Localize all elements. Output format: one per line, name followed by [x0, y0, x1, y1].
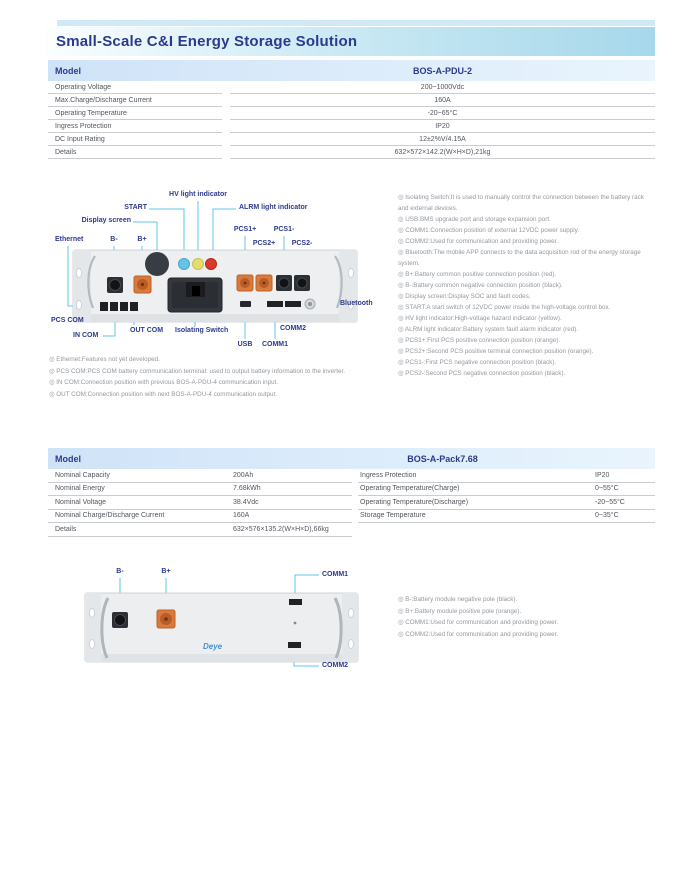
hv-light — [193, 259, 204, 270]
ear-hole — [76, 269, 81, 278]
pcs1-minus-terminal — [276, 275, 292, 291]
comm2-port — [288, 642, 301, 648]
ethernet-label: Ethernet — [55, 236, 84, 243]
row-value: 160A — [233, 512, 250, 520]
pcs1-plus-label: PCS1+ — [233, 226, 257, 233]
note-item: ◎ PCS1+:First PCS positive connection position (orange). — [398, 337, 561, 344]
row-value: -20~55°C — [595, 498, 625, 506]
table-row — [48, 483, 352, 497]
ear-hole — [348, 640, 353, 649]
row-value: 200~1000Vdc — [230, 81, 655, 94]
start-button — [179, 259, 190, 270]
model-name: BOS-A-Pack7.68 — [407, 453, 478, 464]
page-title-banner — [45, 27, 655, 56]
ear-hole — [89, 640, 94, 649]
row-value: IP20 — [230, 120, 655, 133]
row-value: 0~55°C — [595, 485, 619, 493]
note-item: ◎ HV light indicator:High-voltage hazard indicator (yellow). — [398, 315, 562, 322]
pcs2-minus-label: PCS2- — [291, 240, 313, 247]
note-item: ◎ OUT COM:Connection position with next BOS-A-PDU-4 communication output. — [49, 390, 277, 398]
out-com-port — [130, 302, 138, 311]
row-value: 160A — [230, 94, 655, 107]
b-plus-terminal — [134, 276, 151, 293]
row-value: 0~35°C — [595, 512, 619, 520]
note-item: ◎ B-:Battery module negative pole (black). — [398, 596, 518, 603]
table-row — [358, 510, 655, 524]
pack-table-body — [48, 469, 655, 537]
table-row — [48, 81, 655, 94]
ear-hole — [76, 301, 81, 310]
note-item: ◎ PCS2-:Second PCS negative connection position (black). — [398, 370, 566, 377]
bluetooth-button — [305, 299, 315, 309]
b-minus-label: B- — [116, 568, 124, 575]
table-row — [48, 146, 655, 159]
pcs2-plus-terminal — [256, 275, 272, 291]
out-com-label: OUT COM — [130, 327, 164, 334]
table-row — [48, 94, 655, 107]
comm2-port — [285, 301, 301, 307]
note-item: ◎ Bluetooth:The mobile APP connects to the data acquisition rod of the energy storage system. — [398, 249, 641, 267]
model-column-header: Model — [55, 65, 81, 76]
note-item: ◎ PCS COM:PCS COM battery communication terminal: used to output battery information to the inverter. — [49, 367, 345, 375]
note-item: ◎ START:A start switch of 12VDC power inside the high-voltage control box. — [398, 304, 611, 311]
deye-logo: Deye — [203, 642, 223, 651]
pdu-notes-left — [49, 354, 653, 400]
row-value: 38.4Vdc — [233, 498, 259, 506]
title-accent-strip — [57, 20, 655, 26]
pcs-com-port — [110, 302, 118, 311]
b-minus-terminal — [107, 277, 123, 293]
comm2-label: COMM2 — [279, 325, 307, 332]
isolating-switch-label: Isolating Switch — [175, 327, 229, 334]
row-label: Operating Voltage — [48, 81, 222, 94]
ear-hole — [89, 609, 94, 618]
row-label: Storage Temperature — [360, 512, 426, 520]
row-label: Details — [55, 525, 77, 533]
table-row — [358, 496, 655, 510]
row-value: 200Ah — [233, 471, 254, 479]
isolating-switch — [168, 278, 222, 312]
row-label: Ingress Protection — [48, 120, 222, 133]
row-label: Operating Temperature(Charge) — [360, 485, 460, 493]
row-value: 632×572×142.2(W×H×D),21kg — [230, 146, 655, 159]
pack-diagram — [48, 558, 655, 683]
note-item: ◎ B+:Battery module positive pole (orange). — [398, 607, 522, 615]
model-column-header: Model — [55, 453, 81, 464]
pack-table-left-column — [48, 469, 352, 537]
pdu-diagram — [48, 188, 655, 418]
row-value: 12±2%V/4.15A — [230, 133, 655, 146]
row-label: DC Input Rating — [48, 133, 222, 146]
note-item: ◎ COMM2:Used for communication and providing power. — [398, 238, 559, 245]
row-label: Nominal Voltage — [55, 498, 106, 506]
table-row — [48, 133, 655, 146]
note-item: ◎ COMM2:Used for communication and providing power. — [398, 630, 559, 638]
note-item: ◎ B+:Battery common positive connection position (red). — [398, 271, 557, 278]
row-label: Max.Charge/Discharge Current — [48, 94, 222, 107]
pdu-table-header — [48, 60, 655, 81]
row-label: Details — [48, 146, 222, 159]
pack-table-header — [48, 448, 655, 469]
row-label: Nominal Energy — [55, 485, 105, 493]
note-item: ◎ PCS1-:First PCS negative connection position (black). — [398, 359, 557, 366]
note-item: ◎ USB:BMS upgrade port and storage expansion port. — [398, 216, 551, 223]
b-plus-terminal — [157, 610, 175, 628]
page-title: Small-Scale C&I Energy Storage Solution — [56, 33, 358, 50]
note-item: ◎ IN COM:Connection position with previous BOS-A-PDU-4 communication input. — [49, 379, 279, 386]
b-minus-terminal — [112, 612, 128, 628]
b-plus-label: B+ — [137, 236, 147, 243]
pcs1-plus-terminal — [237, 275, 253, 291]
center-dot — [294, 622, 297, 625]
start-label: START — [124, 204, 147, 211]
pack-table-right-column — [358, 469, 655, 537]
comm1-label: COMM1 — [261, 341, 289, 348]
alrm-light — [206, 259, 217, 270]
display-label: Display screen — [81, 217, 131, 224]
b-minus-label: B- — [110, 236, 118, 243]
row-label: Ingress Protection — [360, 471, 417, 479]
note-item: ◎ Ethernet:Features not yet developed. — [49, 356, 160, 363]
pdu-notes-right — [398, 192, 655, 379]
hv-label: HV light indicator — [169, 191, 227, 198]
table-row — [48, 120, 655, 133]
b-plus-label: B+ — [161, 568, 171, 575]
comm1-port — [289, 599, 302, 605]
note-item: ◎ Isolating Switch:It is used to manually control the connection between the battery rack and external devices. — [398, 194, 644, 212]
row-label: Nominal Capacity — [55, 471, 110, 479]
table-row — [48, 496, 352, 510]
usb-label: USB — [237, 341, 253, 348]
table-row — [48, 107, 655, 120]
pack-spec-table — [48, 448, 655, 537]
row-label: Operating Temperature(Discharge) — [360, 498, 469, 506]
row-label: Nominal Charge/Discharge Current — [55, 512, 165, 520]
table-row — [358, 483, 655, 497]
display-screen — [145, 252, 169, 276]
row-value: 7.68kWh — [233, 485, 261, 493]
table-row — [48, 469, 352, 483]
model-name: BOS-A-PDU-2 — [412, 65, 472, 76]
row-label: Operating Temperature — [48, 107, 222, 120]
note-item: ◎ ALRM light indicator:Battery system fault alarm indicator (red). — [398, 326, 579, 333]
table-row — [48, 510, 352, 524]
note-item: ◎ COMM1:Connection position of external 12VDC power supply. — [398, 227, 580, 234]
row-value: IP20 — [595, 471, 610, 479]
in-com-label: IN COM — [73, 332, 99, 339]
ear-hole — [348, 609, 353, 618]
comm1-port — [267, 301, 283, 307]
right-mounting-ear — [342, 593, 358, 662]
pcs1-minus-label: PCS1- — [273, 226, 295, 233]
pcs2-minus-terminal — [294, 275, 310, 291]
bluetooth-label: Bluetooth — [340, 300, 373, 307]
pack-notes — [398, 594, 655, 640]
row-value: 632×576×135.2(W×H×D),66kg — [233, 525, 329, 533]
usb-port — [240, 301, 251, 307]
table-row — [48, 523, 352, 537]
pdu-spec-table — [48, 60, 655, 159]
comm1-label: COMM1 — [322, 571, 349, 578]
comm2-label: COMM2 — [322, 662, 349, 669]
pcs-com-label: PCS COM — [51, 317, 84, 324]
note-item: ◎ PCS2+:Second PCS positive terminal connection position (orange). — [398, 348, 594, 355]
ear-hole — [348, 269, 353, 278]
note-item: ◎ Display screen:Display SOC and fault codes. — [398, 293, 531, 300]
pcs2-plus-label: PCS2+ — [252, 240, 276, 247]
row-value: -20~65°C — [230, 107, 655, 120]
note-item: ◎ COMM1:Used for communication and providing power. — [398, 619, 559, 626]
ethernet-port — [100, 302, 108, 311]
table-row — [358, 469, 655, 483]
in-com-port — [120, 302, 128, 311]
alrm-label: ALRM light indicator — [239, 204, 308, 211]
note-item: ◎ B-:Battery common negative connection position (black). — [398, 282, 563, 289]
left-mounting-ear — [85, 593, 101, 662]
